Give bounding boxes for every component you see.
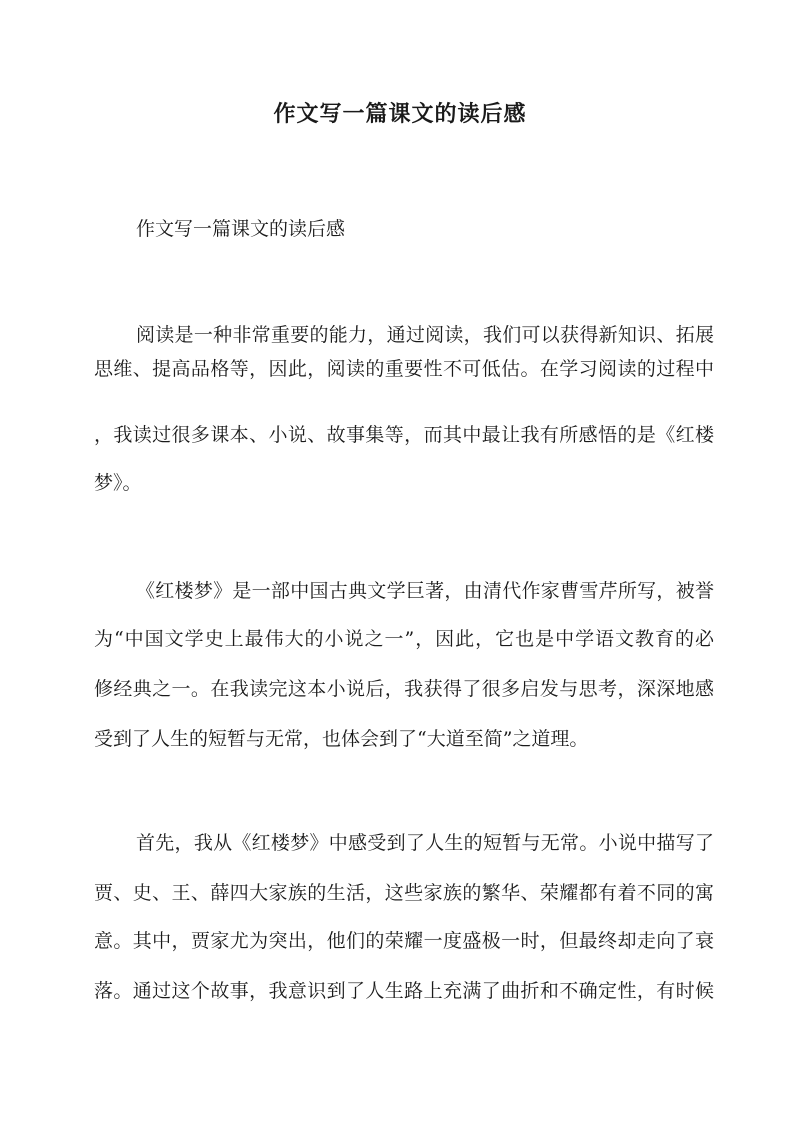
document-title: 作文写一篇课文的读后感: [273, 101, 527, 127]
paragraph-line: 阅读是一种非常重要的能力，通过阅读，我们可以获得新知识、拓展: [136, 324, 714, 346]
paragraph-line: 《红楼梦》是一部中国古典文学巨著，由清代作家曹雪芹所写，被誉: [136, 580, 714, 602]
paragraph-line: 首先，我从《红楼梦》中感受到了人生的短暂与无常。小说中描写了: [136, 832, 714, 854]
paragraph-line: 意。其中，贾家尤为突出，他们的荣耀一度盛极一时，但最终却走向了衰: [94, 930, 714, 952]
paragraph-line: 贾、史、王、薛四大家族的生活，这些家族的繁华、荣耀都有着不同的寓: [94, 882, 714, 904]
paragraph-line: 受到了人生的短暂与无常，也体会到了“大道至简”之道理。: [94, 728, 589, 750]
paragraph-line: 思维、提高品格等，因此，阅读的重要性不可低估。在学习阅读的过程中: [94, 358, 714, 380]
paragraph-line: 梦》。: [94, 472, 142, 494]
paragraph-line: 为“中国文学史上最伟大的小说之一”，因此，它也是中学语文教育的必: [94, 628, 714, 650]
paragraph-line: ，我读过很多课本、小说、故事集等，而其中最让我有所感悟的是《红楼: [94, 424, 714, 446]
paragraph-line: 修经典之一。在我读完这本小说后，我获得了很多启发与思考，深深地感: [94, 678, 714, 700]
document-subtitle: 作文写一篇课文的读后感: [136, 218, 346, 240]
paragraph-line: 落。通过这个故事，我意识到了人生路上充满了曲折和不确定性，有时候: [94, 980, 714, 1002]
